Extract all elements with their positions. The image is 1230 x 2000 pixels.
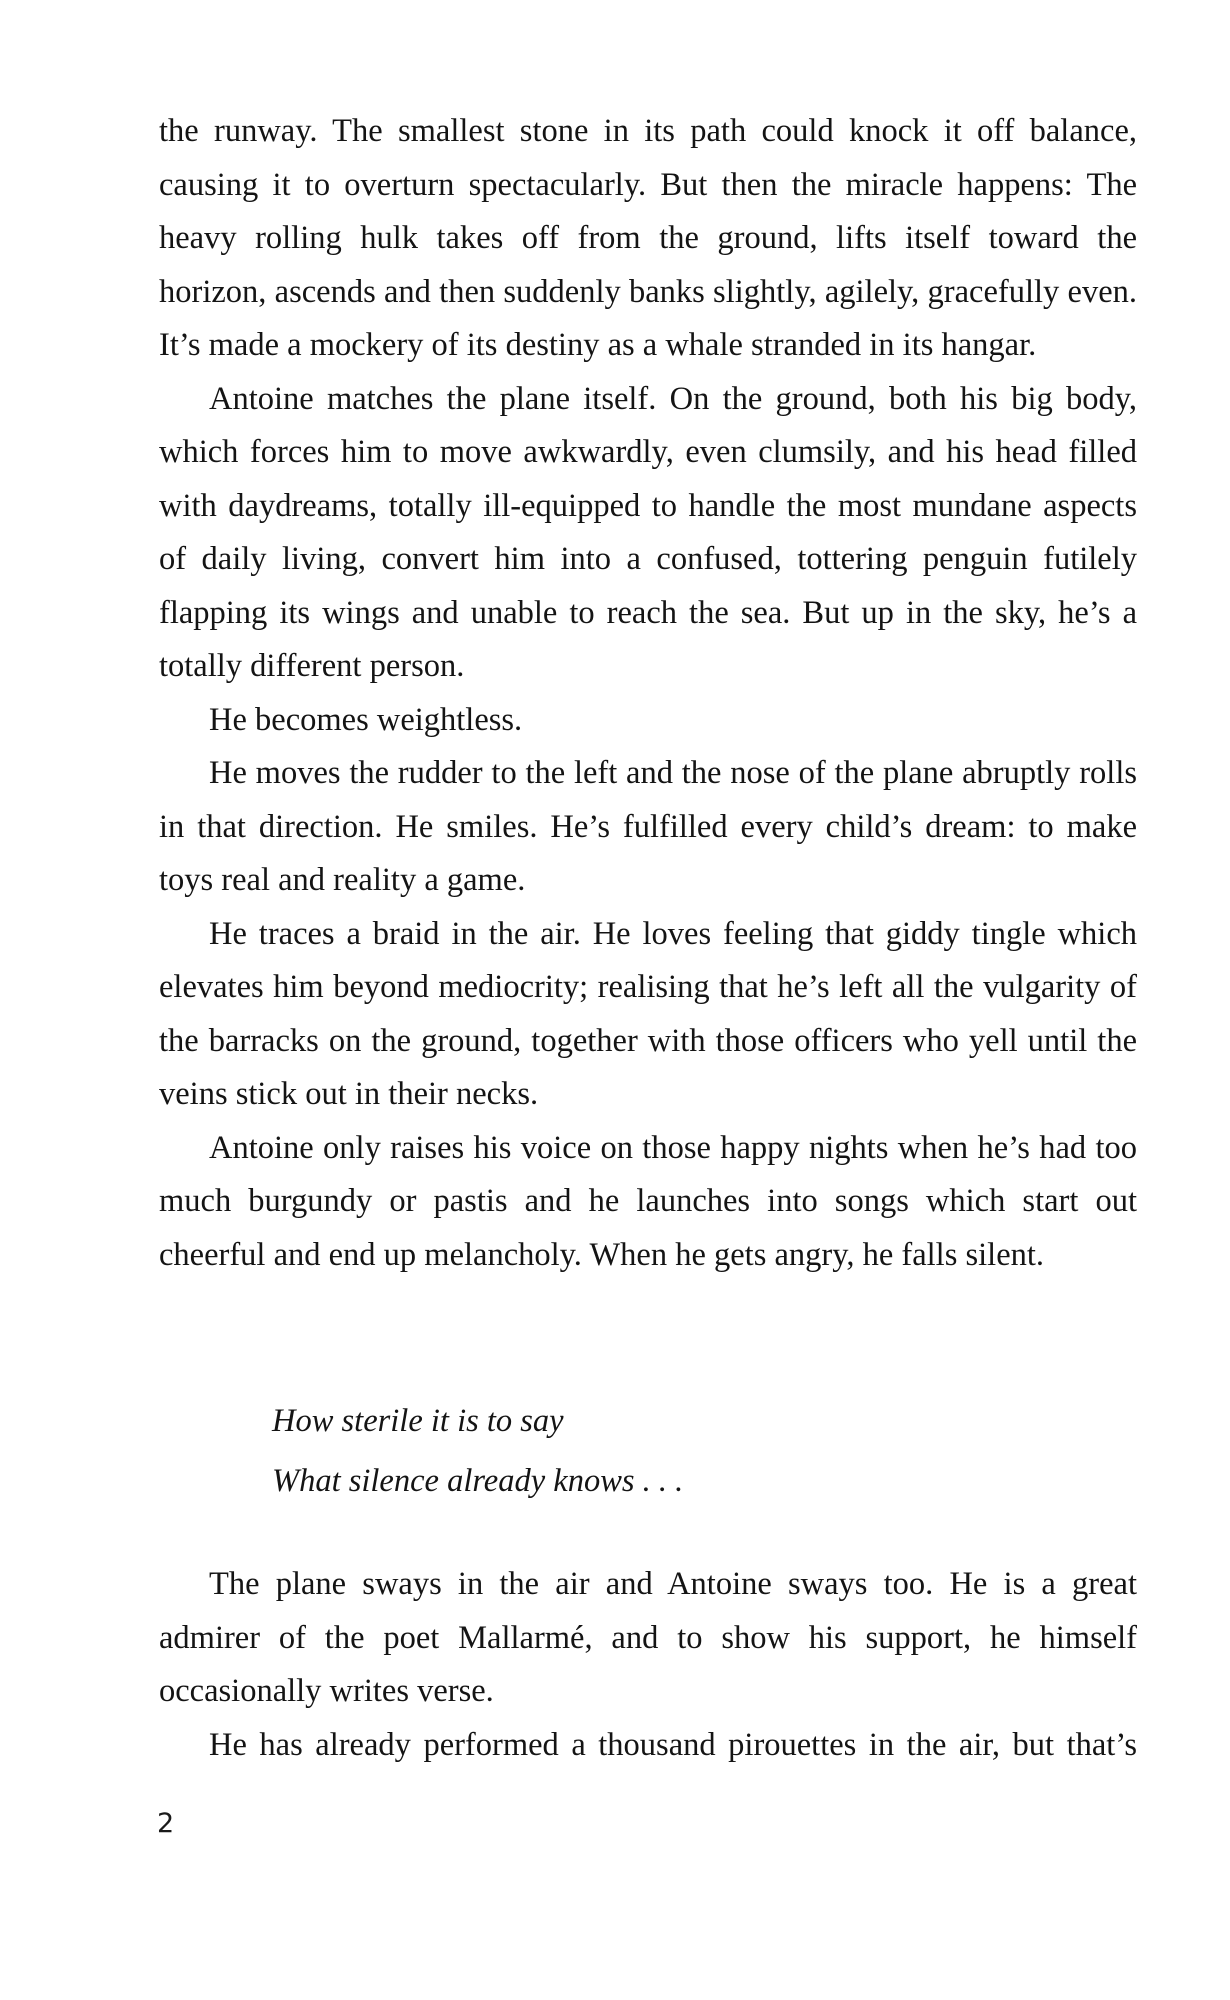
poem-line: How sterile it is to say <box>272 1403 564 1439</box>
body-text-top <box>159 105 1137 1282</box>
paragraph-plane-sways: The plane sways in the air and Antoine sways too. He is a great admirer of the poet Mallarmé, and to show his support, he himself occasionally writes verse. <box>159 1566 1137 1709</box>
poem-line: What silence already knows . . . <box>272 1463 684 1499</box>
paragraph-rudder: He moves the rudder to the left and the nose of the plane abruptly rolls in that direction. He smiles. He’s fulfilled every child’s dream: to make toys real and reality a game. <box>159 755 1137 898</box>
poem-quote <box>272 1391 1132 1511</box>
paragraph-weightless: He becomes weightless. <box>209 701 523 738</box>
paragraph-antoine-matches: Antoine matches the plane itself. On the ground, both his big body, which forces him to move awkwardly, even clumsily, and his head filled with daydreams, totally ill-equipped to handle the most mundane aspects of daily living, convert him into a confused, tottering penguin futilely flapping its wings and unable to reach the sea. But up in the sky, he’s a totally different person. <box>159 380 1137 684</box>
paragraph-raises-voice: Antoine only raises his voice on those happy nights when he’s had too much burgundy or pastis and he launches into songs which start out cheerful and end up melancholy. When he gets angry, he falls silent. <box>159 1129 1137 1273</box>
paragraph-pirouettes: He has already performed a thousand pirouettes in the air, but that’s <box>209 1726 1137 1763</box>
paragraph-braid: He traces a braid in the air. He loves feeling that giddy tingle which elevates him beyond mediocrity; realising that he’s left all the vulgarity of the barracks on the ground, together with those officers who yell until the veins stick out in their necks. <box>159 915 1137 1112</box>
paragraph-continued: the runway. The smallest stone in its path could knock it off balance, causing it to overturn spectacularly. But then the miracle happens: The heavy rolling hulk takes off from the ground, lifts itself toward the horizon, ascends and then suddenly banks slightly, agilely, gracefully even. It’s made a mockery of its destiny as a whale stranded in its hangar. <box>159 113 1137 363</box>
body-text-bottom <box>159 1558 1137 1772</box>
page-number: 2 <box>157 1808 175 1839</box>
